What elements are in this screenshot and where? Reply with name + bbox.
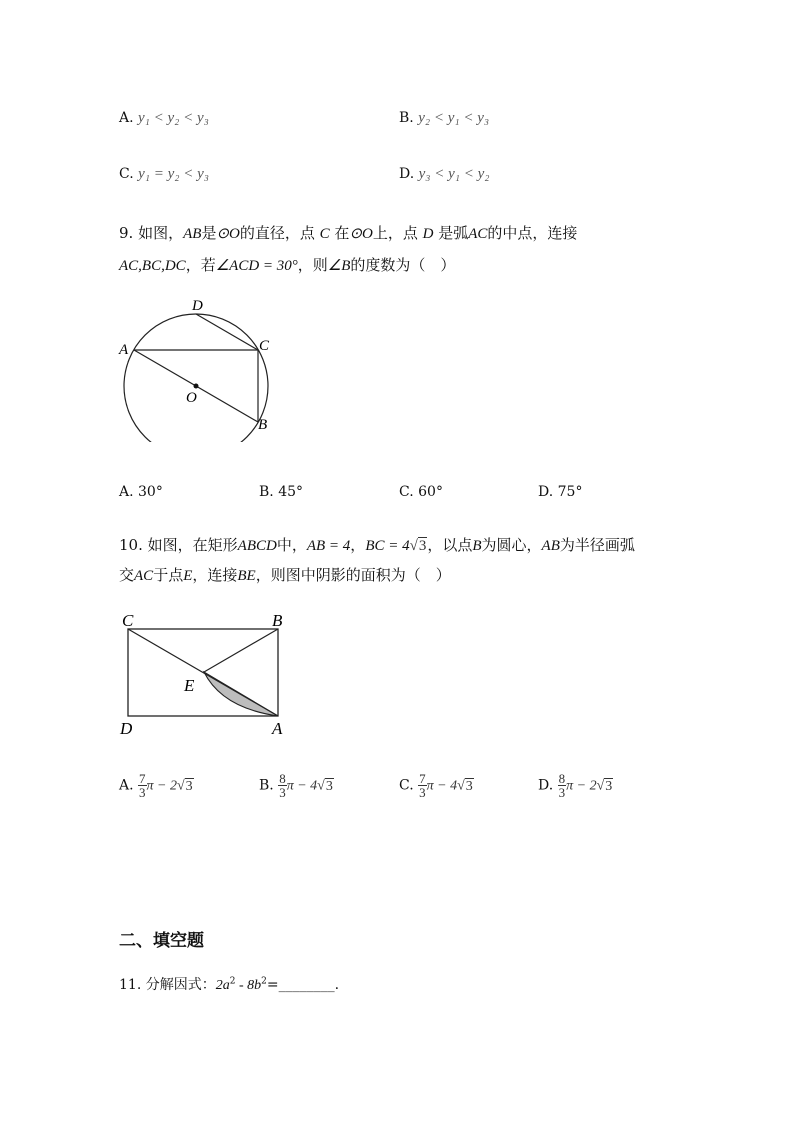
label-e: E: [184, 676, 195, 695]
q9-line-1: [119, 222, 577, 243]
q8-option-a: [119, 110, 209, 127]
option-math: y₂ < y₁ < y₃: [418, 110, 490, 126]
option-label: D.: [538, 777, 554, 794]
q10-text: 中，: [276, 536, 307, 554]
arc-ac: AC: [468, 226, 488, 242]
radicand: 3: [418, 538, 427, 554]
circle-o-symbol: ⊙O: [349, 226, 373, 242]
fraction: [278, 772, 287, 799]
q9-option-c: [399, 484, 443, 500]
option-label: D.: [538, 484, 554, 500]
q10-text: ，连接: [192, 566, 238, 584]
q8-option-c: [119, 166, 209, 183]
option-label: C.: [399, 484, 414, 500]
option-value: 75°: [557, 484, 583, 500]
sqrt-3: √3: [409, 538, 427, 554]
point-e: E: [183, 568, 193, 584]
sqrt-3: √3: [457, 778, 473, 794]
option-label: B.: [259, 484, 274, 500]
q9-option-b: [259, 484, 303, 500]
q10-text: ，则图中阴影的面积为（ ）: [255, 566, 451, 584]
expr-part: - 8b: [235, 978, 262, 993]
q10-text: ，以点: [427, 536, 473, 554]
denominator: 3: [139, 785, 146, 800]
question-number: 11.: [119, 977, 142, 993]
center-point: [194, 384, 199, 389]
label-b: B: [258, 417, 268, 433]
q9-text: 的直径，点: [239, 224, 320, 242]
label-a: A: [119, 342, 129, 358]
option-label: A.: [119, 777, 134, 794]
q9-option-a: [119, 484, 163, 500]
q11-text: 分解因式：: [145, 977, 216, 993]
line-dc: [196, 314, 258, 350]
option-expr: π − 2: [146, 778, 177, 794]
q9-text: 的度数为（ ）: [350, 256, 456, 274]
q10-line-2: [119, 564, 451, 585]
option-value: 60°: [418, 484, 443, 500]
angle-b: ∠B: [327, 258, 351, 274]
denominator: 3: [558, 785, 566, 800]
q9-option-d: [538, 484, 582, 500]
option-label: C.: [119, 166, 134, 182]
q10-text: 如图，在矩形: [147, 536, 238, 554]
q8-option-d: [399, 166, 490, 183]
point-c: C: [319, 226, 330, 242]
q9-text: 是弧: [433, 224, 469, 242]
option-label: B.: [259, 777, 274, 794]
q10-line-1: [119, 534, 635, 555]
q10-option-b: [259, 772, 334, 799]
option-math: y₃ < y₁ < y₂: [418, 166, 490, 182]
label-c: C: [122, 611, 134, 630]
angle-acd: ∠ACD = 30°: [215, 258, 298, 274]
rect-abcd: ABCD: [237, 538, 277, 554]
fraction: [138, 772, 147, 799]
q10-text: 为半径画弧: [559, 536, 635, 554]
option-value: 45°: [278, 484, 304, 500]
segment-ac: AC: [134, 568, 154, 584]
numerator: 7: [139, 771, 146, 786]
q9-text: ，若: [185, 256, 216, 274]
point-b: B: [472, 538, 482, 554]
circle-o-symbol: ⊙O: [216, 226, 240, 242]
radicand: 3: [465, 778, 473, 794]
q9-text: 的中点，连接: [487, 224, 578, 242]
exponent: 2: [229, 976, 236, 987]
segment-ab: AB: [541, 538, 560, 554]
label-c: C: [259, 338, 270, 354]
q9-text: 是: [201, 224, 217, 242]
q9-figure: [112, 292, 312, 442]
ab-equation: AB = 4: [306, 538, 351, 554]
question-number: 10.: [119, 536, 143, 554]
q11-line: [119, 974, 339, 994]
option-math: y₁ = y₂ < y₃: [138, 166, 209, 182]
fraction: [558, 772, 567, 799]
line-be: [204, 629, 278, 672]
q10-figure: [112, 608, 302, 742]
radicand: 3: [605, 778, 613, 794]
q10-text: 于点: [153, 566, 184, 584]
numerator: 8: [558, 771, 566, 786]
fraction: [418, 772, 427, 799]
label-d: D: [192, 298, 203, 314]
option-label: C.: [399, 777, 414, 794]
expr-part: 2a: [215, 978, 230, 993]
numerator: 7: [419, 771, 426, 786]
exponent: 2: [261, 976, 267, 987]
q10-text: 交: [119, 566, 135, 584]
sqrt-3: √3: [317, 778, 333, 794]
q9-text: 如图，: [138, 224, 184, 242]
q8-option-b: [399, 110, 489, 127]
option-label: A.: [119, 110, 134, 126]
bc-equation: BC = 4: [365, 538, 410, 554]
q9-text: 在: [329, 224, 350, 242]
segments: AC,BC,DC: [119, 258, 186, 274]
q10-text: ，: [350, 536, 366, 554]
section-title: 二、填空题: [119, 931, 204, 951]
label-o: O: [186, 390, 197, 406]
sqrt-3: √3: [596, 778, 613, 794]
option-math: y₁ < y₂ < y₃: [138, 110, 209, 126]
option-expr: π − 4: [426, 778, 458, 794]
question-number: 9.: [119, 224, 134, 242]
q10-option-d: [538, 772, 613, 799]
option-value: 30°: [138, 484, 163, 500]
segment-ab: AB: [183, 226, 202, 242]
option-label: D.: [399, 166, 415, 182]
denominator: 3: [419, 785, 426, 800]
option-expr: π − 2: [566, 778, 597, 794]
radicand: 3: [325, 778, 333, 794]
label-b: B: [272, 611, 283, 630]
numerator: 8: [279, 771, 286, 786]
answer-blank: =________.: [266, 977, 340, 993]
q9-text: ，则: [297, 256, 328, 274]
q10-option-c: [399, 772, 474, 799]
option-label: B.: [399, 110, 414, 126]
q10-option-a: [119, 772, 194, 799]
label-d: D: [120, 719, 133, 738]
option-expr: π − 4: [286, 778, 318, 794]
denominator: 3: [279, 785, 286, 800]
sqrt-3: √3: [176, 778, 193, 794]
q10-text: 为圆心，: [481, 536, 542, 554]
radicand: 3: [185, 778, 193, 794]
circle-o: [124, 314, 268, 442]
option-label: A.: [119, 484, 134, 500]
q9-line-2: [119, 254, 455, 275]
label-a: A: [272, 719, 283, 738]
segment-be: BE: [237, 568, 256, 584]
point-d: D: [422, 226, 434, 242]
q9-text: 上，点: [372, 224, 423, 242]
